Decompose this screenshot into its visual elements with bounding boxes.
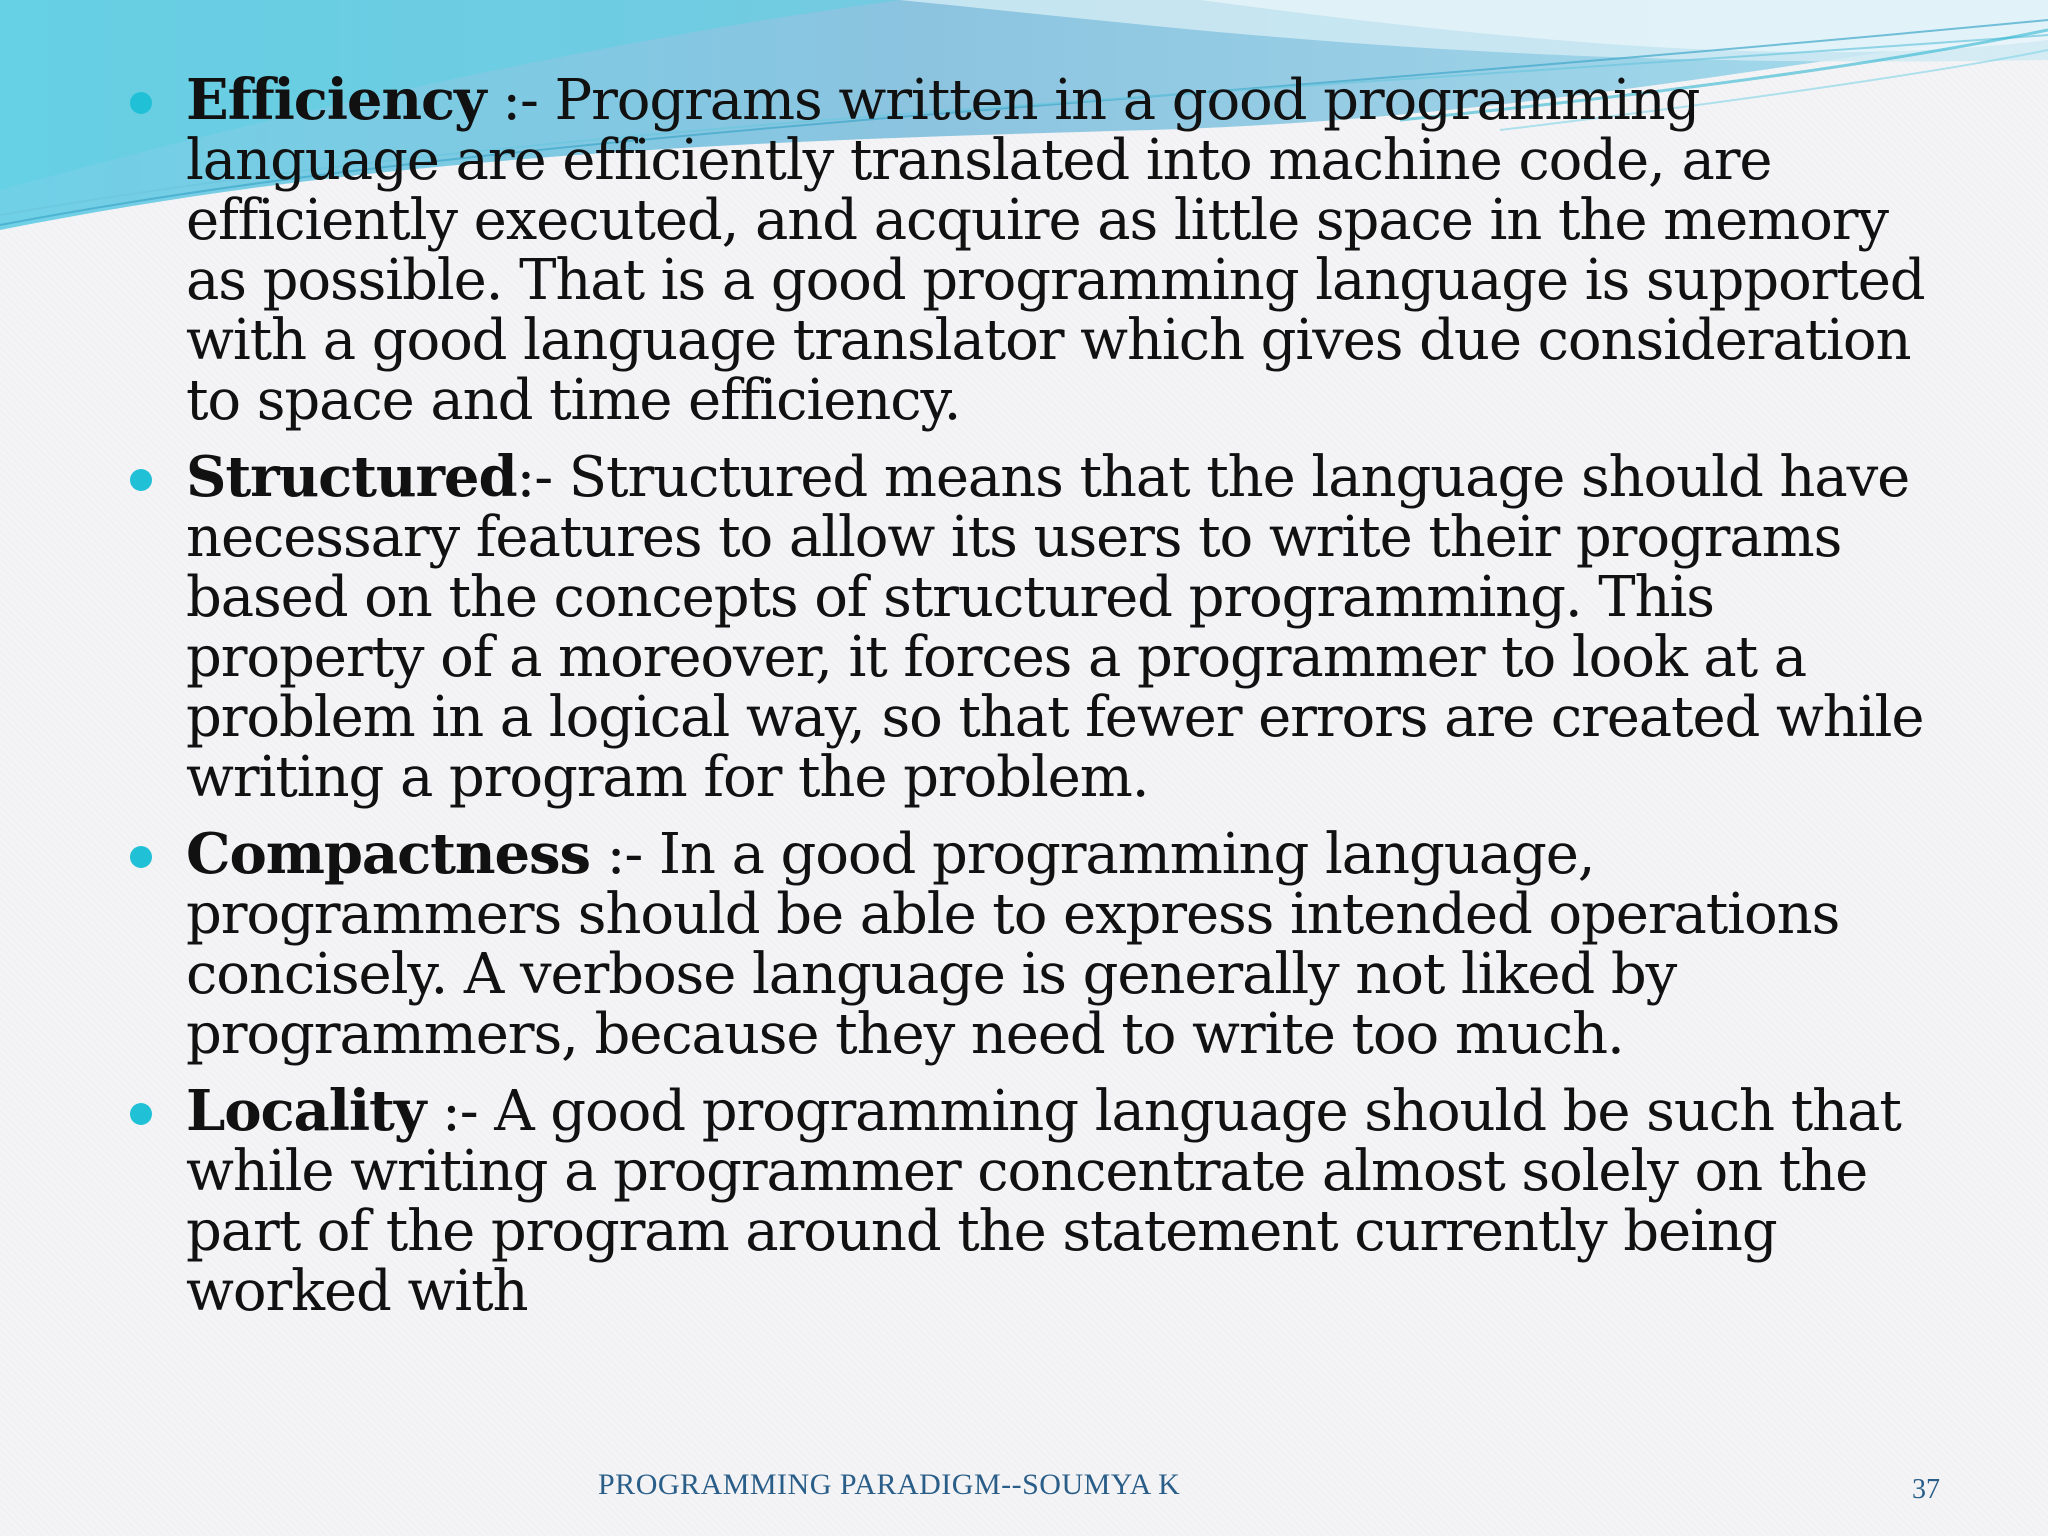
bullet-term: Efficiency xyxy=(186,67,486,133)
bullet-text: :- Programs written in a good programming language are efficiently translated into machine code, are efficiently executed, and acquire as little space in the memory as possible. That is a good programming language is supported with a good language translator which gives due consideration to space and time efficiency. xyxy=(186,68,1925,433)
bullet-text: :- Structured means that the language should have necessary features to allow its users to write their programs based on the concepts of structured programming. This property of a moreover, it forces a programmer to look at a problem in a logical way, so that fewer errors are created while writing a program for the problem. xyxy=(186,445,1924,810)
bullet-term: Structured xyxy=(186,444,517,510)
bullet-item xyxy=(124,67,1954,433)
bullet-dot-icon xyxy=(130,469,152,491)
bullet-text: :- In a good programming language, programmers should be able to express intended operations concisely. A verbose language is generally not liked by programmers, because they need to write too much. xyxy=(186,822,1840,1067)
bullet-item xyxy=(124,821,1954,1067)
bullet-term: Compactness xyxy=(186,821,590,887)
slide-body xyxy=(124,67,1954,1338)
bullet-dot-icon xyxy=(130,92,152,114)
bullet-term: Locality xyxy=(186,1078,426,1144)
footer-title: PROGRAMMING PARADIGM--SOUMYA K xyxy=(598,1468,1181,1501)
bullet-item xyxy=(124,444,1954,810)
page-number: 37 xyxy=(1912,1474,1940,1505)
bullet-item xyxy=(124,1078,1954,1324)
bullet-dot-icon xyxy=(130,1103,152,1125)
bullet-list xyxy=(124,67,1954,1324)
bullet-dot-icon xyxy=(130,846,152,868)
bullet-text: :- A good programming language should be such that while writing a programmer concentrate almost solely on the part of the program around the statement currently being worked with xyxy=(186,1079,1901,1324)
slide-footer xyxy=(0,1468,2048,1508)
